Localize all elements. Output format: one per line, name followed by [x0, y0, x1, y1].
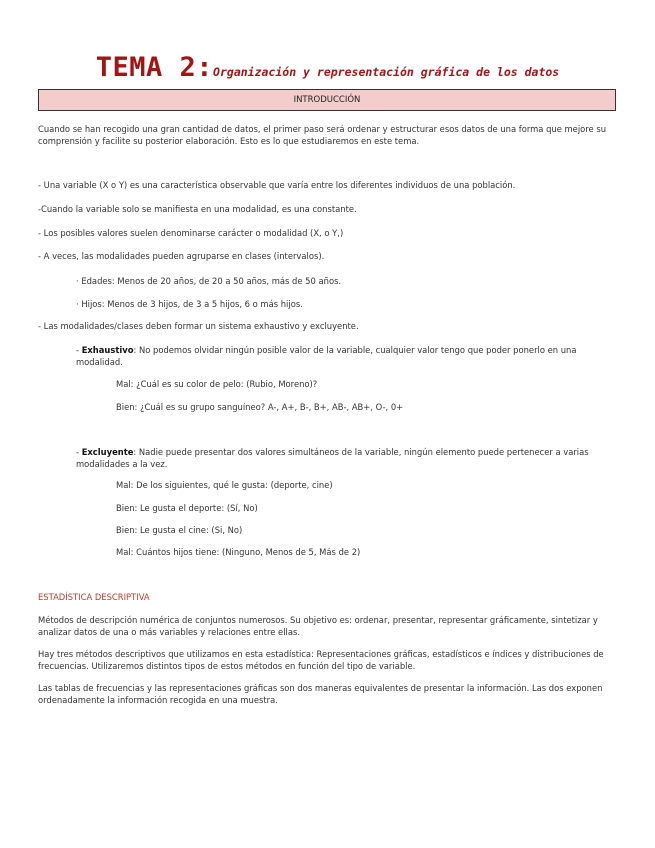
- estadistica-p2: Hay tres métodos descriptivos que utilizamos en esta estadística: Representaciones gráficas, estadísticos e índices y distribuciones de frecuencias. Utilizaremos distintos tipos de estos métodos en función del tipo de variable.: [38, 649, 604, 671]
- bullet-clases: - A veces, las modalidades pueden agruparse en clases (intervalos).: [38, 251, 325, 261]
- excluyente-text: : Nadie puede presentar dos valores simultáneos de la variable, ningún elemento puede pertenecer a varias modalidades a la vez.: [76, 447, 589, 469]
- title-subtitle: Organización y representación gráfica de los datos: [213, 65, 560, 79]
- bullet-sistema: - Las modalidades/clases deben formar un sistema exhaustivo y excluyente.: [38, 321, 359, 331]
- excluyente-mal-1: Mal: De los siguientes, qué le gusta: (deporte, cine): [116, 480, 333, 490]
- exhaustivo-bien: Bien: ¿Cuál es su grupo sanguíneo? A-, A+, B-, B+, AB-, AB+, O-, 0+: [116, 402, 404, 412]
- excluyente-bien-2: Bien: Le gusta el cine: (Si, No): [116, 525, 243, 535]
- excluyente-mal-2: Mal: Cuántos hijos tiene: (Ninguno, Menos de 5, Más de 2): [116, 547, 361, 557]
- document-title: [0, 52, 655, 83]
- intro-paragraph: Cuando se han recogido una gran cantidad de datos, el primer paso será ordenar y estructurar esos datos de una forma que mejore su comprensión y facilite su posterior elaboración. Esto es lo que estudiaremos en este tema.: [38, 124, 607, 146]
- bullet-constante: -Cuando la variable solo se manifiesta en una modalidad, es una constante.: [38, 204, 357, 214]
- bullet-variable: - Una variable (X o Y) es una característica observable que varía entre los diferentes individuos de una población.: [38, 180, 516, 190]
- estadistica-p3: Las tablas de frecuencias y las representaciones gráficas son dos maneras equivalentes de presentar la información. Las dos exponen ordenadamente la información recogida en una muestra.: [38, 683, 603, 705]
- exhaustivo-prefix: -: [76, 345, 82, 355]
- excluyente-definition: [76, 447, 616, 470]
- exhaustivo-definition: [76, 345, 616, 368]
- exhaustivo-term: Exhaustivo: [81, 345, 134, 355]
- title-main: TEMA 2:: [95, 52, 214, 83]
- estadistica-heading: ESTADÍSTICA DESCRIPTIVA: [38, 592, 150, 602]
- exhaustivo-mal: Mal: ¿Cuál es su color de pelo: (Rubio, Moreno)?: [116, 379, 318, 389]
- estadistica-p1: Métodos de descripción numérica de conjuntos numerosos. Su objetivo es: ordenar, presentar, representar gráficamente, sintetizar y analizar datos de una o más variables y relaciones entre ellas.: [38, 615, 598, 637]
- bullet-valores: - Los posibles valores suelen denominarse carácter o modalidad (X, o Y,): [38, 228, 344, 238]
- bullet-hijos: · Hijos: Menos de 3 hijos, de 3 a 5 hijos, 6 o más hijos.: [76, 299, 303, 309]
- exhaustivo-text: : No podemos olvidar ningún posible valor de la variable, cualquier valor tengo que poder ponerlo en una modalidad.: [76, 345, 577, 367]
- intro-header-box: INTRODUCCIÓN: [38, 89, 616, 111]
- excluyente-term: Excluyente: [81, 447, 134, 457]
- bullet-edades: · Edades: Menos de 20 años, de 20 a 50 años, más de 50 años.: [76, 276, 342, 286]
- excluyente-bien-1: Bien: Le gusta el deporte: (Sí, No): [116, 503, 258, 513]
- excluyente-prefix: -: [76, 447, 82, 457]
